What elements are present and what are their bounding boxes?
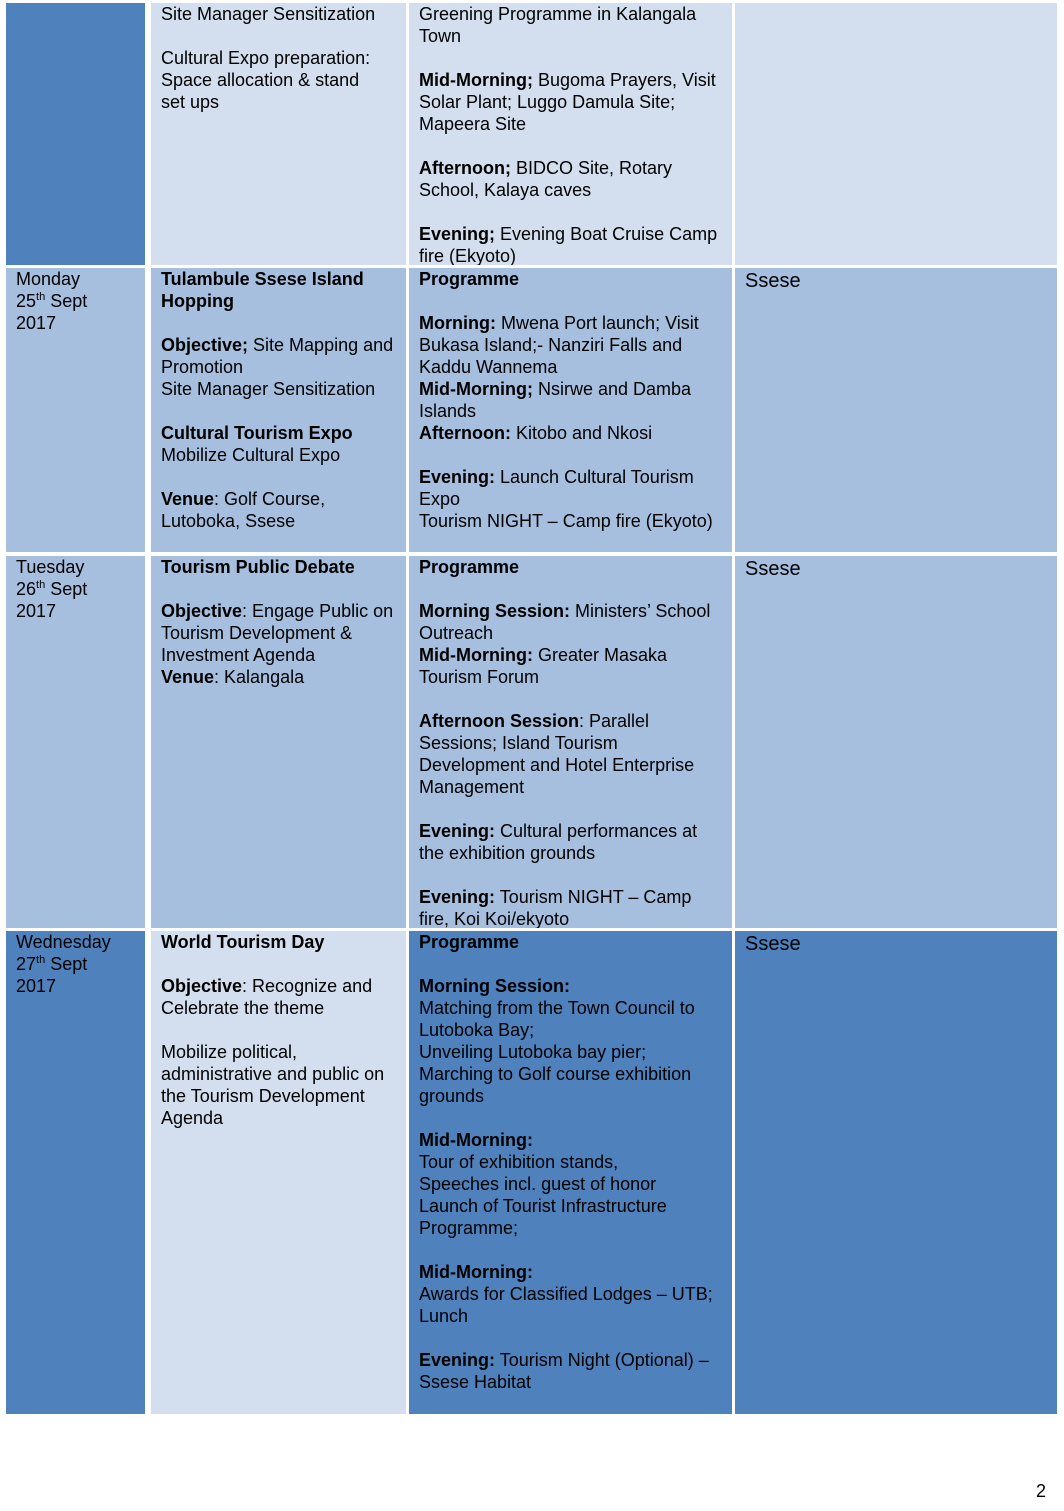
text: Bugoma Prayers, Visit Solar Plant; Luggo Damula Site; Mapeera Site — [419, 70, 716, 134]
activity-line: set ups — [161, 92, 220, 112]
row2-date-cell — [6, 556, 145, 928]
label: Objective — [161, 601, 243, 621]
programme-evening — [419, 1349, 726, 1393]
label: Mid-Morning: — [419, 1262, 533, 1282]
row0-location-cell — [735, 3, 1057, 265]
row2-location-cell — [735, 556, 1057, 928]
text: : Golf Course, Lutoboka, Ssese — [161, 489, 326, 531]
programme-afternoon — [419, 157, 726, 201]
date-num: 25 — [16, 291, 37, 311]
text: Tourism NIGHT – Camp fire, Koi Koi/ekyoto — [419, 887, 692, 928]
date-suffix: th — [36, 954, 46, 966]
activity-spacer — [161, 25, 400, 47]
text: Site Mapping and Promotion — [161, 335, 394, 377]
programme-heading — [419, 556, 726, 578]
activity-objective — [161, 975, 400, 1019]
label: Afternoon; — [419, 158, 511, 178]
activity-line: Site Manager Sensitization — [161, 4, 376, 24]
text: BIDCO Site, Rotary School, Kalaya caves — [419, 158, 673, 200]
programme-night: Tourism NIGHT – Camp fire (Ekyoto) — [419, 511, 713, 531]
programme-afternoon — [419, 710, 726, 798]
text: : Kalangala — [214, 667, 305, 687]
date-day: Tuesday — [16, 557, 85, 577]
text: Matching from the Town Council to Lutoboka Bay; — [419, 998, 695, 1040]
row2-programme-cell — [409, 556, 732, 928]
activity-venue — [161, 488, 400, 532]
text: Awards for Classified Lodges – UTB; — [419, 1284, 713, 1304]
row1-activity-cell — [151, 268, 406, 552]
date-year: 2017 — [16, 601, 57, 621]
heading: Programme — [419, 557, 520, 577]
text: Cultural performances at the exhibition grounds — [419, 821, 698, 863]
row3-location-cell — [735, 931, 1057, 1414]
text: Evening Boat Cruise Camp fire (Ekyoto) — [419, 224, 718, 265]
text: Greater Masaka Tourism Forum — [419, 645, 668, 687]
date-month: Sept — [45, 291, 88, 311]
activity-title — [161, 931, 400, 953]
text: Mwena Port launch; Visit Bukasa Island;- Nanziri Falls and Kaddu Wannema — [419, 313, 699, 377]
date-month: Sept — [45, 579, 88, 599]
programme-text: Greening Programme in Kalangala Town — [419, 4, 697, 46]
programme-morning — [419, 312, 726, 378]
location-text: Ssese — [745, 270, 801, 292]
activity-objective — [161, 334, 400, 400]
text: : Engage Public on Tourism Development & Investment Agenda — [161, 601, 394, 665]
activity-objective — [161, 600, 400, 666]
row0-programme-cell — [409, 3, 732, 265]
text: Ministers’ School Outreach — [419, 601, 711, 643]
activity-title — [161, 268, 400, 312]
text: Marching to Golf course exhibition grounds — [419, 1064, 692, 1106]
programme-heading — [419, 931, 726, 953]
text: Nsirwe and Damba Islands — [419, 379, 692, 421]
text: Mobilize Cultural Expo — [161, 445, 341, 465]
programme-mid-morning — [419, 378, 726, 422]
text: Site Manager Sensitization — [161, 379, 376, 399]
text: Launch of Tourist Infrastructure Programme; — [419, 1196, 667, 1238]
row1-location-cell — [735, 268, 1057, 552]
title: Tourism Public Debate — [161, 557, 355, 577]
programme-mid-morning — [419, 1129, 726, 1239]
date-year: 2017 — [16, 976, 57, 996]
label: Afternoon: — [419, 423, 511, 443]
label: Venue — [161, 667, 215, 687]
text: Launch Cultural Tourism Expo — [419, 467, 694, 509]
label: Mid-Morning: — [419, 645, 533, 665]
activity-venue — [161, 666, 400, 688]
date-num: 26 — [16, 579, 37, 599]
row1-programme-cell — [409, 268, 732, 552]
label: Morning Session: — [419, 976, 571, 996]
row0-activity-cell — [151, 3, 406, 265]
location-text: Ssese — [745, 933, 801, 955]
row3-date-cell — [6, 931, 145, 1414]
row0-date-cell — [6, 3, 145, 265]
text: Lunch — [419, 1306, 469, 1326]
row3-activity-cell — [151, 931, 406, 1414]
activity-line: Space allocation & stand — [161, 70, 360, 90]
title: Tulambule Ssese Island Hopping — [161, 269, 364, 311]
programme-mid-morning-awards — [419, 1261, 726, 1327]
row1-date-cell — [6, 268, 145, 552]
programme-mid-morning — [419, 69, 726, 135]
date-day-month — [16, 953, 139, 975]
text: Unveiling Lutoboka bay pier; — [419, 1042, 647, 1062]
label: Evening: — [419, 467, 496, 487]
date-day: Monday — [16, 269, 81, 289]
activity-expo — [161, 422, 400, 466]
date-day-month — [16, 290, 139, 312]
programme-evening — [419, 466, 726, 510]
activity-line: Cultural Expo preparation: — [161, 48, 371, 68]
programme-evening — [419, 820, 726, 864]
date-day-month — [16, 578, 139, 600]
activity-mobilize: Mobilize political, administrative and public on the Tourism Development Agenda — [161, 1042, 385, 1128]
date-suffix: th — [36, 579, 46, 591]
programme-evening-night — [419, 886, 726, 928]
text: : Parallel Sessions; Island Tourism Development and Hotel Enterprise Management — [419, 711, 695, 797]
programme-heading — [419, 268, 726, 290]
row3-programme-cell — [409, 931, 732, 1414]
label: Mid-Morning; — [419, 379, 533, 399]
programme-evening — [419, 223, 726, 265]
heading: Programme — [419, 269, 520, 289]
date-suffix: th — [36, 291, 46, 303]
text: Speeches incl. guest of honor — [419, 1174, 657, 1194]
text: Tourism Night (Optional) – Ssese Habitat — [419, 1350, 709, 1392]
label: Evening; — [419, 224, 496, 244]
date-day: Wednesday — [16, 932, 111, 952]
label: Mid-Morning: — [419, 1130, 533, 1150]
label: Venue — [161, 489, 215, 509]
label: Evening: — [419, 1350, 496, 1370]
label: Evening: — [419, 887, 496, 907]
label: Cultural Tourism Expo — [161, 423, 353, 443]
programme-morning — [419, 600, 726, 644]
programme-mid-morning — [419, 644, 726, 688]
text: : Recognize and Celebrate the theme — [161, 976, 373, 1018]
label: Morning: — [419, 313, 496, 333]
label: Objective — [161, 976, 243, 996]
location-text: Ssese — [745, 558, 801, 580]
title: World Tourism Day — [161, 932, 325, 952]
text: Tour of exhibition stands, — [419, 1152, 619, 1172]
programme-morning — [419, 975, 726, 1107]
activity-title — [161, 556, 400, 578]
date-month: Sept — [45, 954, 88, 974]
date-num: 27 — [16, 954, 37, 974]
label: Objective; — [161, 335, 249, 355]
label: Afternoon Session — [419, 711, 580, 731]
heading: Programme — [419, 932, 520, 952]
programme-afternoon — [419, 422, 726, 444]
row2-activity-cell — [151, 556, 406, 928]
page-number: 2 — [1035, 1481, 1046, 1501]
text: Kitobo and Nkosi — [510, 423, 653, 443]
label: Evening: — [419, 821, 496, 841]
date-year: 2017 — [16, 313, 57, 333]
label: Morning Session: — [419, 601, 571, 621]
label: Mid-Morning; — [419, 70, 533, 90]
